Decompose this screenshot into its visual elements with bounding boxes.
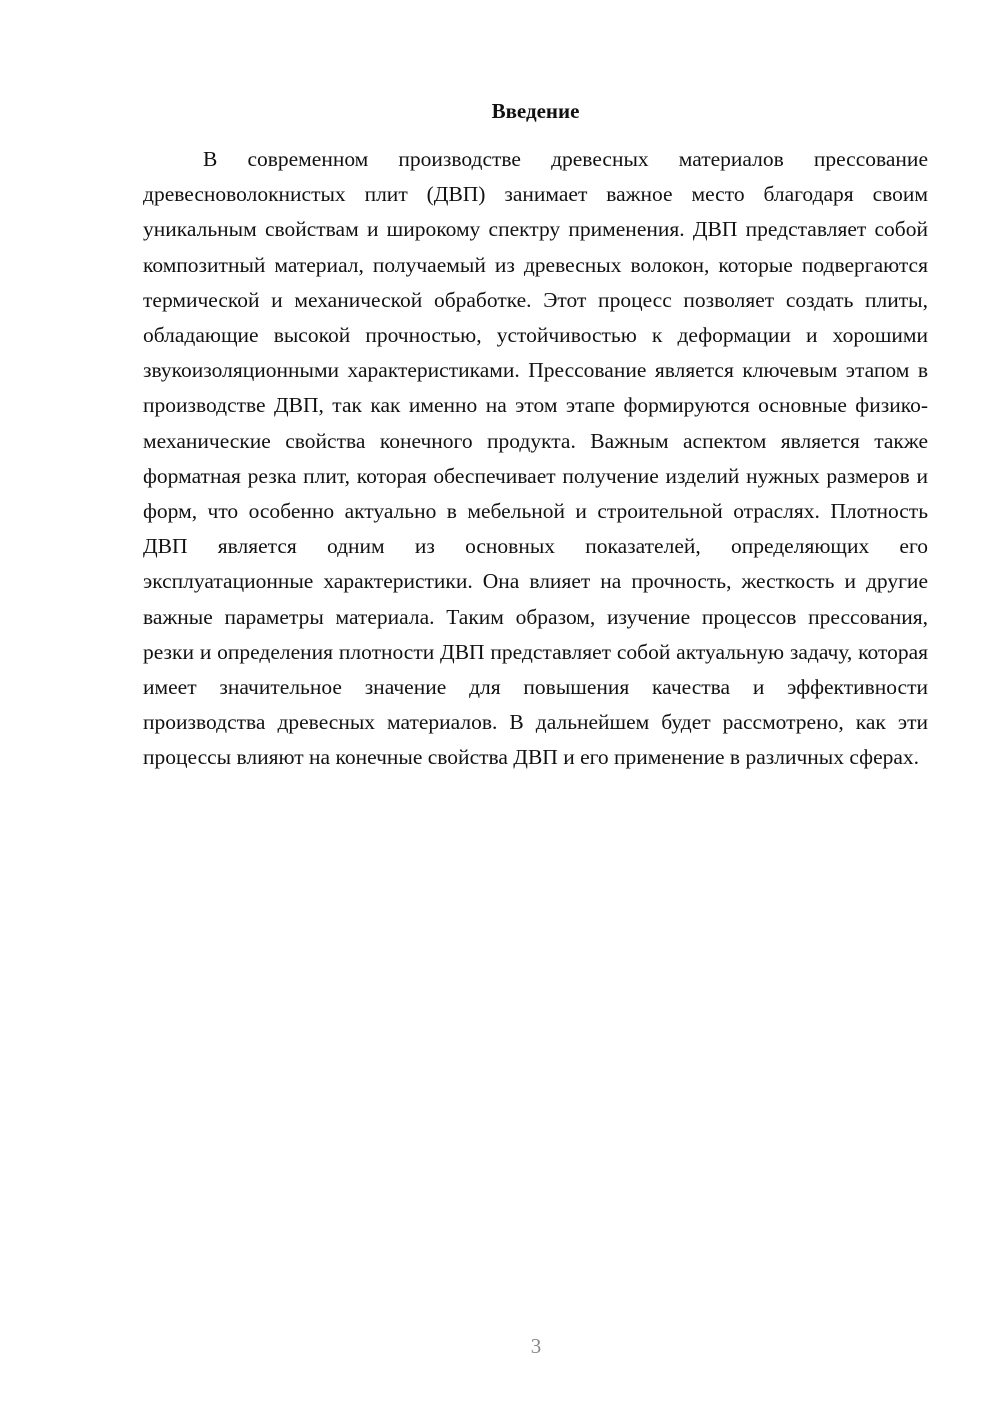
section-heading: Введение <box>491 99 580 123</box>
page-number: 3 <box>530 1334 542 1358</box>
body-paragraph: В современном производстве древесных материалов прессование древесноволокнистых плит (ДВП) занимает важное место благодаря своим уникальным свойствам и широкому спектру применения. ДВП представляет собой композитный материал, получаемый из древесных волокон, которые подвергаются термической и механической обработке. Этот процесс позволяет создать плиты, обладающие высокой прочностью, устойчивостью к деформации и хорошими звукоизоляционными характеристиками. Прессование является ключевым этапом в производстве ДВП, так как именно на этом этапе формируются основные физико-механические свойства конечного продукта. Важным аспектом является также форматная резка плит, которая обеспечивает получение изделий нужных размеров и форм, что особенно актуально в мебельной и строительной отраслях. Плотность ДВП является одним из основных показателей, определяющих его эксплуатационные характеристики. Она влияет на прочность, жесткость и другие важные параметры материала. Таким образом, изучение процессов прессования, резки и определения плотности ДВП представляет собой актуальную задачу, которая имеет значительное значение для повышения качества и эффективности производства древесных материалов. В дальнейшем будет рассмотрено, как эти процессы влияют на конечные свойства ДВП и его применение в различных сферах. <box>143 147 928 770</box>
